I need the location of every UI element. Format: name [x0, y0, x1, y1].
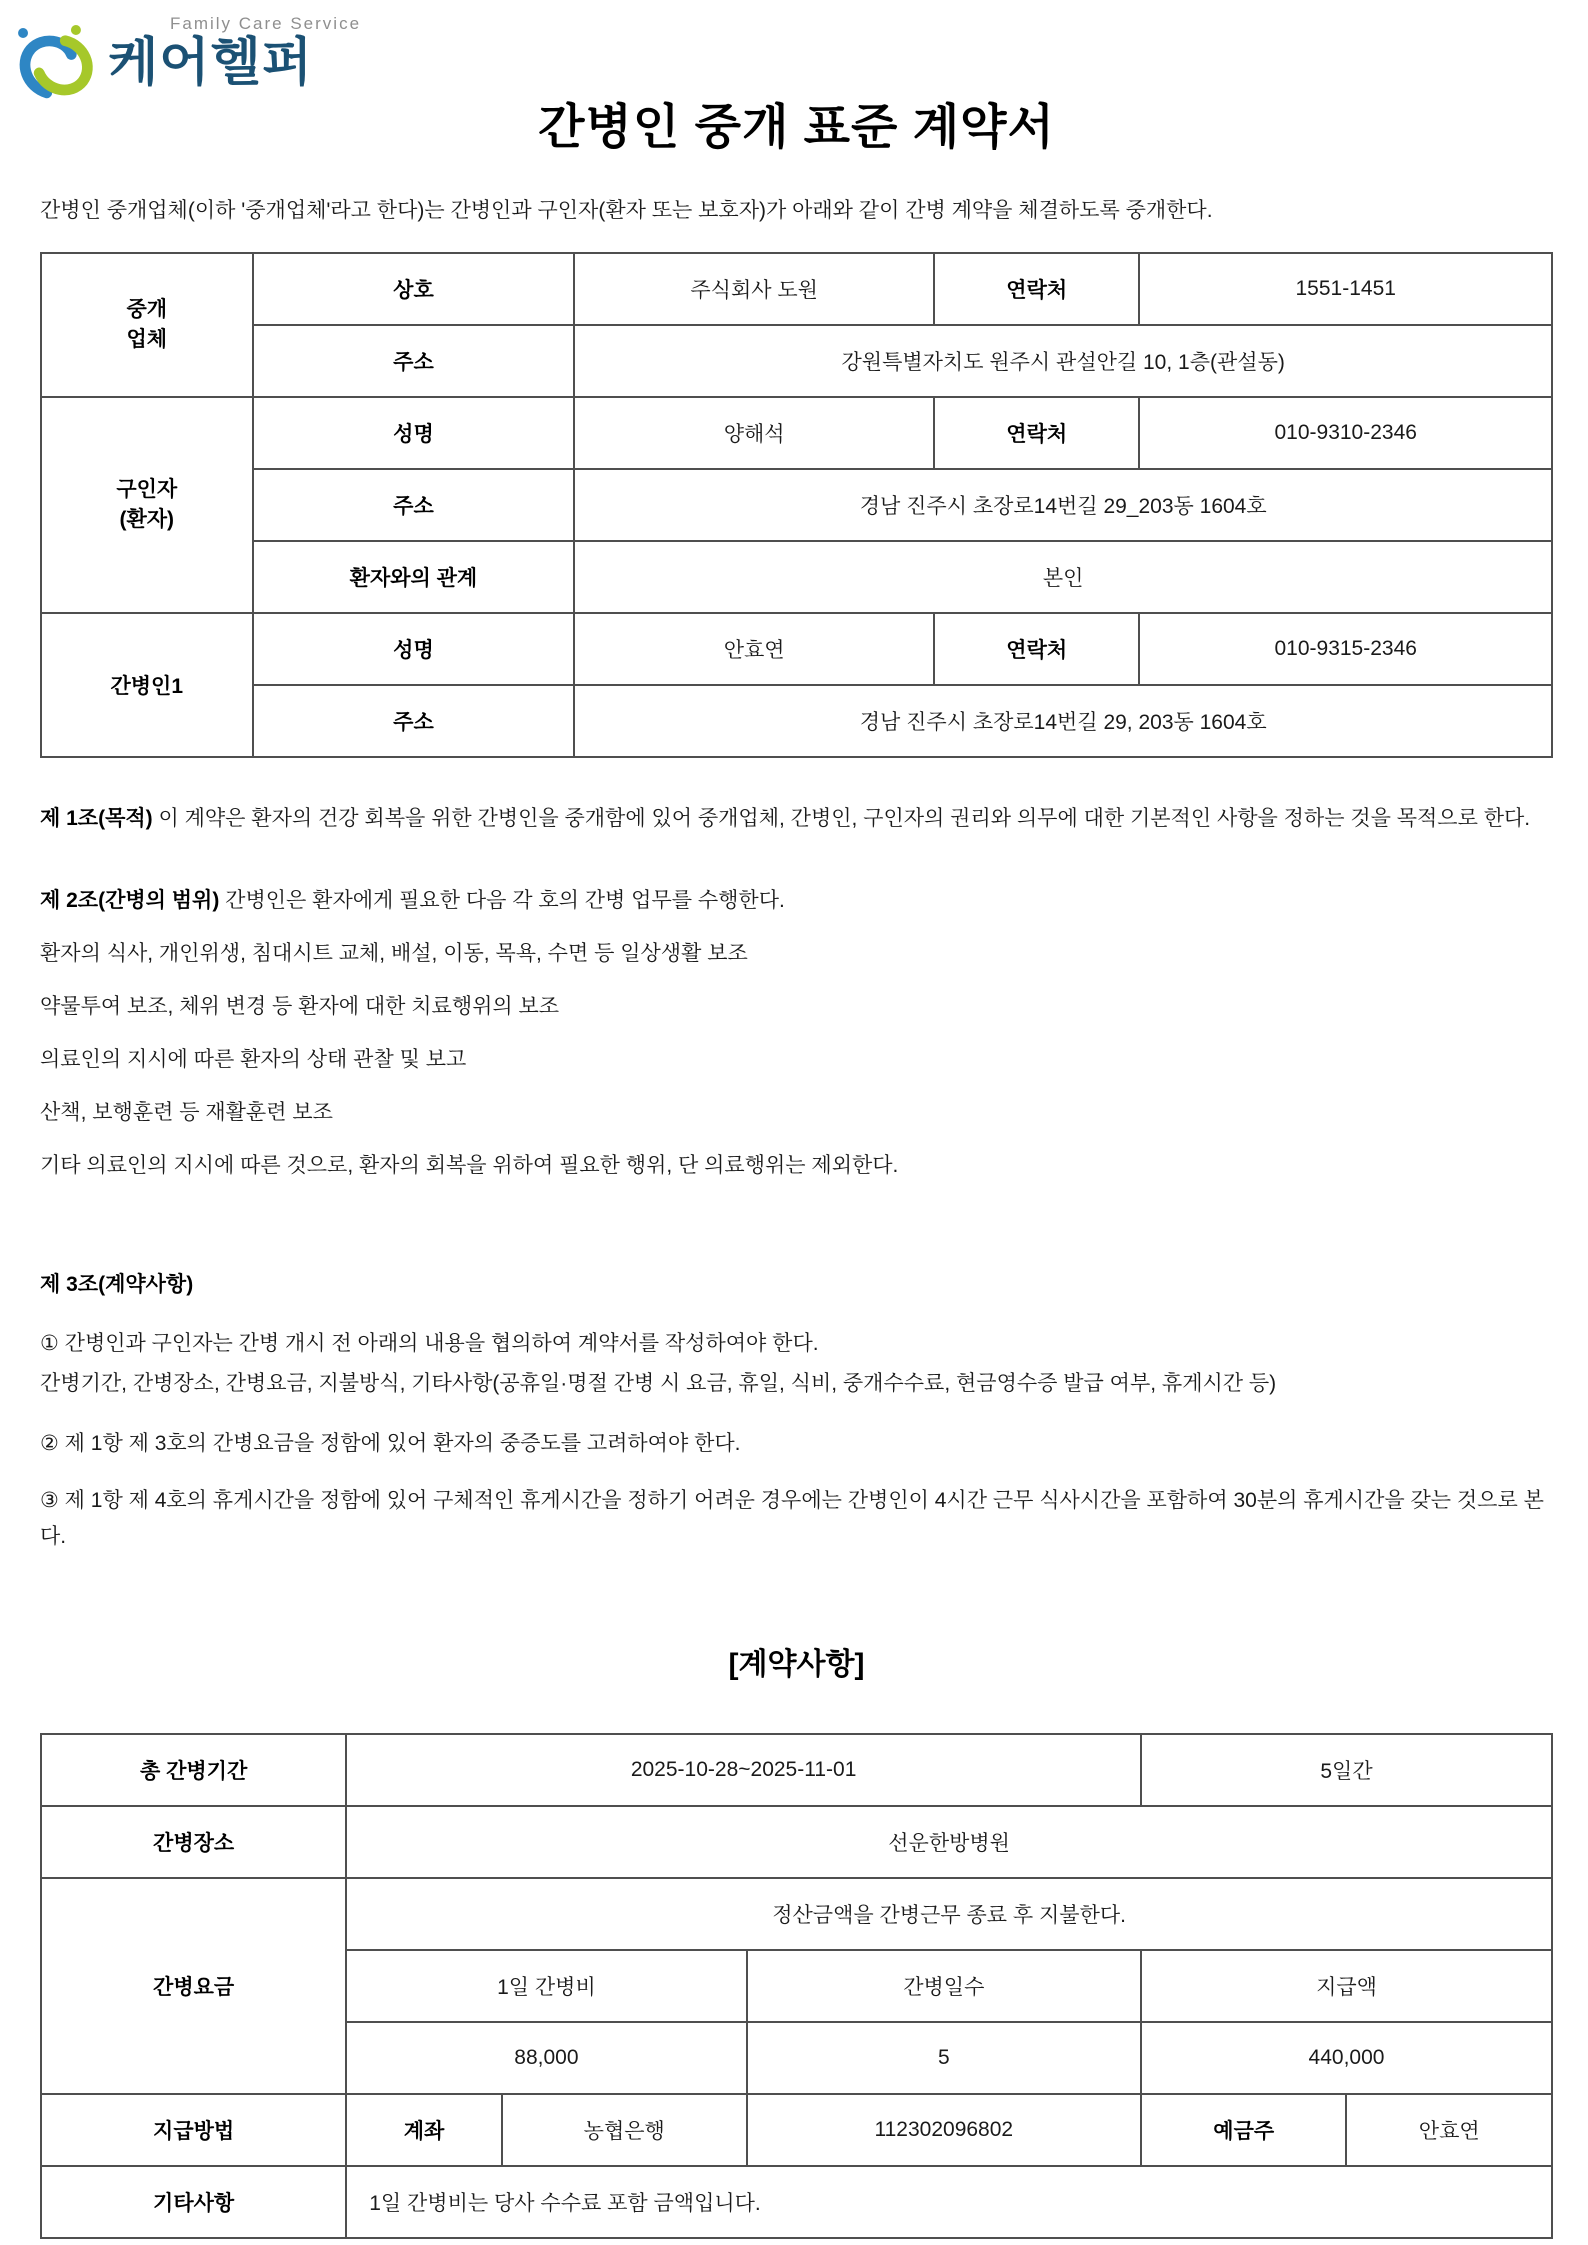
article-2-item: 의료인의 지시에 따른 환자의 상태 관찰 및 보고 [40, 1048, 467, 1071]
contract-terms-heading: [계약사항] [728, 1648, 865, 1681]
article-2 [40, 885, 1553, 916]
client-contact-value: 010-9310-2346 [1139, 397, 1552, 469]
broker-contact-value: 1551-1451 [1139, 253, 1552, 325]
logo-tagline: Family Care Service [170, 14, 362, 33]
article-1 [40, 802, 1553, 835]
broker-contact-label: 연락처 [934, 253, 1139, 325]
logo-text-block [108, 14, 361, 92]
table-row [41, 325, 1552, 397]
caregiver-contact-value: 010-9315-2346 [1139, 613, 1552, 685]
etc-value: 1일 간병비는 당사 수수료 포함 금액입니다. [346, 2166, 1552, 2238]
page-title: 간병인 중개 표준 계약서 [538, 101, 1055, 154]
contract-terms-table [40, 1733, 1553, 2239]
article-3-heading: 제 3조(계약사항) [40, 1273, 194, 1296]
clause-1-detail: 간병기간, 간병장소, 간병요금, 지불방식, 기타사항(공휴일·명절 간병 시 요금, 휴일, 식비, 중개수수료, 현금영수증 발급 여부, 휴게시간 등) [40, 1372, 1277, 1395]
etc-label: 기타사항 [41, 2166, 346, 2238]
fee-note: 정산금액을 간병근무 종료 후 지불한다. [346, 1878, 1552, 1950]
article-1-heading: 제 1조(목적) [40, 807, 153, 830]
client-relation-label: 환자와의 관계 [253, 541, 575, 613]
fee-group-cell: 간병요금 [41, 1878, 346, 2094]
fee-days-label: 간병일수 [747, 1950, 1141, 2022]
holder-name: 안효연 [1346, 2094, 1552, 2166]
place-label: 간병장소 [41, 1806, 346, 1878]
client-relation-value: 본인 [574, 541, 1552, 613]
table-row [41, 1878, 1552, 1950]
article-3-clause-2: ② 제 1항 제 3호의 간병요금을 정함에 있어 환자의 중증도를 고려하여야 한다. [40, 1432, 741, 1455]
broker-addr-label: 주소 [253, 325, 575, 397]
holder-label: 예금주 [1141, 2094, 1346, 2166]
table-row [41, 397, 1552, 469]
period-value: 2025-10-28~2025-11-01 [346, 1734, 1141, 1806]
caregiver-group-cell: 간병인1 [41, 613, 253, 757]
broker-name-label: 상호 [253, 253, 575, 325]
table-row [41, 2094, 1552, 2166]
account-number: 112302096802 [747, 2094, 1141, 2166]
client-name-value: 양해석 [574, 397, 934, 469]
intro-paragraph: 간병인 중개업체(이하 '중개업체'라고 한다)는 간병인과 구인자(환자 또는 보호자)가 아래와 같이 간병 계약을 체결하도록 중개한다. [40, 199, 1213, 222]
caregiver-contact-label: 연락처 [934, 613, 1139, 685]
client-addr-label: 주소 [253, 469, 575, 541]
article-2-item: 약물투여 보조, 체위 변경 등 환자에 대한 치료행위의 보조 [40, 995, 560, 1018]
fee-daily-label: 1일 간병비 [346, 1950, 746, 2022]
parties-table [40, 252, 1553, 758]
article-1-body: 이 계약은 환자의 건강 회복을 위한 간병인을 중개함에 있어 중개업체, 간병인, 구인자의 권리와 의무에 대한 기본적인 사항을 정하는 것을 목적으로 한다. [152, 807, 1531, 830]
bank-name: 농협은행 [502, 2094, 747, 2166]
caregiver-name-value: 안효연 [574, 613, 934, 685]
table-row [41, 685, 1552, 757]
article-2-heading: 제 2조(간병의 범위) [40, 889, 220, 912]
article-2-item: 환자의 식사, 개인위생, 침대시트 교체, 배설, 이동, 목욕, 수면 등 일상생활 보조 [40, 942, 748, 965]
document-header [40, 0, 1553, 196]
fee-daily-value: 88,000 [346, 2022, 746, 2094]
article-3-clause-1 [40, 1324, 1553, 1404]
table-row [41, 1734, 1552, 1806]
table-row [41, 1806, 1552, 1878]
broker-group-cell: 중개 업체 [41, 253, 253, 397]
client-group-cell: 구인자 (환자) [41, 397, 253, 613]
table-row [41, 541, 1552, 613]
client-name-label: 성명 [253, 397, 575, 469]
fee-total-label: 지급액 [1141, 1950, 1552, 2022]
table-row [41, 253, 1552, 325]
client-contact-label: 연락처 [934, 397, 1139, 469]
article-2-item: 기타 의료인의 지시에 따른 것으로, 환자의 회복을 위하여 필요한 행위, 단 의료행위는 제외한다. [40, 1154, 899, 1177]
period-days: 5일간 [1141, 1734, 1552, 1806]
caregiver-addr-value: 경남 진주시 초장로14번길 29, 203동 1604호 [574, 685, 1552, 757]
article-2-body: 간병인은 환자에게 필요한 다음 각 호의 간병 업무를 수행한다. [219, 889, 785, 912]
payment-label: 지급방법 [41, 2094, 346, 2166]
client-addr-value: 경남 진주시 초장로14번길 29_203동 1604호 [574, 469, 1552, 541]
table-row [41, 469, 1552, 541]
caregiver-addr-label: 주소 [253, 685, 575, 757]
table-row [41, 2166, 1552, 2238]
period-label: 총 간병기간 [41, 1734, 346, 1806]
clause-1-text: ① 간병인과 구인자는 간병 개시 전 아래의 내용을 협의하여 계약서를 작성하여야 한다. [40, 1332, 819, 1355]
broker-addr-value: 강원특별자치도 원주시 관설안길 10, 1층(관설동) [574, 325, 1552, 397]
fee-days-value: 5 [747, 2022, 1141, 2094]
fee-total-value: 440,000 [1141, 2022, 1552, 2094]
article-2-item: 산책, 보행훈련 등 재활훈련 보조 [40, 1101, 333, 1124]
account-label: 계좌 [346, 2094, 502, 2166]
broker-name-value: 주식회사 도원 [574, 253, 934, 325]
table-row [41, 613, 1552, 685]
article-3-clause-3: ③ 제 1항 제 4호의 휴게시간을 정함에 있어 구체적인 휴게시간을 정하기 어려운 경우에는 간병인이 4시간 근무 식사시간을 포함하여 30분의 휴게시간을 갖는 것으로 본다. [40, 1489, 1544, 1548]
logo-brand-name: 케어헬퍼 [108, 34, 313, 92]
caregiver-name-label: 성명 [253, 613, 575, 685]
place-value: 선운한방병원 [346, 1806, 1552, 1878]
